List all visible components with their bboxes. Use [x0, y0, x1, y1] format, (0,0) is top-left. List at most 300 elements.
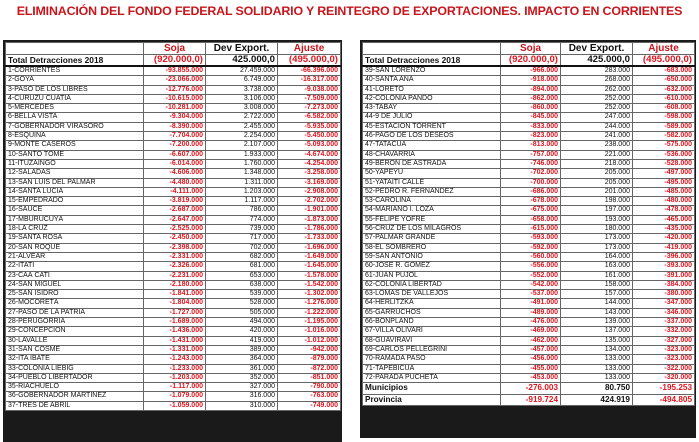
soja-value: -1.804.000 [144, 299, 206, 308]
dev-export-value: 262.000 [561, 85, 633, 94]
municipio-name: 71-TAPEBICUÁ [363, 364, 501, 373]
municipio-name: 52-PEDRO R. FERNÁNDEZ [363, 187, 501, 196]
municipio-name: 57-PALMAR GRANDE [363, 234, 501, 243]
ajuste-value: -749.000 [278, 401, 341, 410]
table-row [6, 141, 341, 150]
municipio-name: 44-9 DE JULIO [363, 113, 501, 122]
ajuste-value: -497.000 [633, 169, 695, 178]
soja-value: -675.000 [501, 206, 561, 215]
dev-export-value: 238.000 [561, 141, 633, 150]
ajuste-value: -346.000 [633, 308, 695, 317]
ajuste-value: -790.000 [278, 383, 341, 392]
ajuste-value: -1.222.000 [278, 308, 341, 317]
municipio-name: 4-CURUZÚ CUATIÁ [6, 94, 144, 103]
municipio-name: 62-COLONIA LIBERTAD [363, 280, 501, 289]
soja-value: -10.615.000 [144, 94, 206, 103]
soja-value: -2.326.000 [144, 262, 206, 271]
municipio-name: 25-SAN ISIDRO [6, 290, 144, 299]
ajuste-value: -327.000 [633, 336, 695, 345]
table-row [6, 187, 341, 196]
dev-export-value: 247.000 [561, 113, 633, 122]
left-detracciones-table [5, 42, 341, 411]
ajuste-value: -2.908.000 [278, 187, 341, 196]
header-municipio [363, 43, 501, 55]
table-row [363, 299, 695, 308]
soja-value: -1.841.000 [144, 290, 206, 299]
ajuste-value: -435.000 [633, 225, 695, 234]
ajuste-value: -1.696.000 [278, 243, 341, 252]
table-row [363, 308, 695, 317]
total-soja: (920.000,0) [501, 55, 561, 67]
table-row [363, 150, 695, 159]
table-row [363, 132, 695, 141]
ajuste-value: -495.000 [633, 178, 695, 187]
ajuste-value: -396.000 [633, 252, 695, 261]
table-row [363, 215, 695, 224]
ajuste-value: -2.702.000 [278, 197, 341, 206]
soja-value: -1.689.000 [144, 318, 206, 327]
municipio-name: Municipios [363, 383, 501, 395]
table-row [6, 364, 341, 373]
right-table-panel [360, 40, 696, 438]
municipio-name: 46-PAGO DE LOS DESEOS [363, 132, 501, 141]
ajuste-value: -589.000 [633, 122, 695, 131]
table-row [6, 206, 341, 215]
soja-value: -1.331.000 [144, 345, 206, 354]
ajuste-value: -942.000 [278, 345, 341, 354]
soja-value: -823.000 [501, 132, 561, 141]
municipio-name: 22-ITATÍ [6, 262, 144, 271]
ajuste-value: -683.000 [633, 66, 695, 76]
soja-value: -455.000 [501, 364, 561, 373]
table-row [363, 76, 695, 85]
soja-value: -457.000 [501, 345, 561, 354]
municipio-name: 9-MONTE CASEROS [6, 141, 144, 150]
dev-export-value: 528.000 [206, 299, 278, 308]
soja-value: -8.390.000 [144, 122, 206, 131]
table-row [6, 132, 341, 141]
municipio-name: 61-JUAN PUJOL [363, 271, 501, 280]
soja-value: -9.304.000 [144, 113, 206, 122]
dev-export-value: 717.000 [206, 234, 278, 243]
dev-export-value: 739.000 [206, 225, 278, 234]
table-row [363, 234, 695, 243]
dev-export-value: 158.000 [561, 280, 633, 289]
soja-value: -860.000 [501, 104, 561, 113]
ajuste-value: -1.873.000 [278, 215, 341, 224]
dev-export-value: 173.000 [561, 243, 633, 252]
table-row [6, 271, 341, 280]
soja-value: -1.727.000 [144, 308, 206, 317]
dev-export-value: 164.000 [561, 252, 633, 261]
total-label: Total Detracciones 2018 [363, 55, 501, 67]
table-row [6, 122, 341, 131]
dev-export-value: 389.000 [206, 345, 278, 354]
table-row [363, 336, 695, 345]
municipio-name: 2-GOYA [6, 76, 144, 85]
municipio-name: 12-SALADAS [6, 169, 144, 178]
soja-value: -453.000 [501, 373, 561, 382]
ajuste-value: -337.000 [633, 318, 695, 327]
municipio-name: 55-FELIPE YOFRE [363, 215, 501, 224]
municipio-name: 64-HERLITZKA [363, 299, 501, 308]
municipio-name: 49-BERÓN DE ASTRADA [363, 159, 501, 168]
ajuste-value: -1.195.000 [278, 318, 341, 327]
ajuste-value: -1.016.000 [278, 327, 341, 336]
table-row [363, 318, 695, 327]
right-table-body [363, 66, 695, 406]
table-row [363, 225, 695, 234]
dev-export-value: 494.000 [206, 318, 278, 327]
dev-export-value: 3.738.000 [206, 85, 278, 94]
total-label: Total Detracciones 2018 [6, 55, 144, 67]
ajuste-value: -7.509.000 [278, 94, 341, 103]
soja-value: -1.431.000 [144, 336, 206, 345]
dev-export-value: 180.000 [561, 225, 633, 234]
ajuste-value: -347.000 [633, 299, 695, 308]
soja-value: -537.000 [501, 290, 561, 299]
dev-export-value: 241.000 [561, 132, 633, 141]
ajuste-value: -4.254.000 [278, 159, 341, 168]
ajuste-value: -1.012.000 [278, 336, 341, 345]
table-row [363, 345, 695, 354]
table-row [363, 94, 695, 103]
table-row [6, 76, 341, 85]
soja-value: -276.003 [501, 383, 561, 395]
ajuste-value: -66.396.000 [278, 66, 341, 76]
municipio-name: 11-ITUZAINGÓ [6, 159, 144, 168]
table-row [6, 169, 341, 178]
dev-export-value: 1.348.000 [206, 169, 278, 178]
header-soja: Soja [144, 43, 206, 55]
ajuste-value: -3.258.000 [278, 169, 341, 178]
dev-export-value: 218.000 [561, 159, 633, 168]
municipio-name: Provincia [363, 394, 501, 406]
header-ajuste: Ajuste [633, 43, 695, 55]
ajuste-value: -1.901.000 [278, 206, 341, 215]
ajuste-value: -3.169.000 [278, 178, 341, 187]
table-row [363, 141, 695, 150]
dev-export-value: 682.000 [206, 252, 278, 261]
ajuste-value: -608.000 [633, 104, 695, 113]
dev-export-value: 134.000 [561, 345, 633, 354]
municipio-name: 48-CHAVARRÍA [363, 150, 501, 159]
municipio-name: 53-CAROLINA [363, 197, 501, 206]
soja-value: -7.200.000 [144, 141, 206, 150]
dev-export-value: 1.311.000 [206, 178, 278, 187]
soja-value: -456.000 [501, 355, 561, 364]
municipio-name: 33-COLONIA LIEBIG [6, 364, 144, 373]
left-table-body [6, 66, 341, 410]
municipio-name: 69-CARLOS PELLEGRINI [363, 345, 501, 354]
table-row [6, 104, 341, 113]
soja-value: -2.398.000 [144, 243, 206, 252]
soja-value: -6.014.000 [144, 159, 206, 168]
ajuste-value: -650.000 [633, 76, 695, 85]
dev-export-value: 2.722.000 [206, 113, 278, 122]
ajuste-value: -323.000 [633, 345, 695, 354]
soja-value: -702.000 [501, 169, 561, 178]
table-row [6, 225, 341, 234]
ajuste-value: -632.000 [633, 85, 695, 94]
ajuste-value: -478.000 [633, 206, 695, 215]
dev-export-value: 283.000 [561, 66, 633, 76]
dev-export-value: 244.000 [561, 122, 633, 131]
municipio-name: 23-CAÁ CATÍ [6, 271, 144, 280]
ajuste-value: -391.000 [633, 271, 695, 280]
ajuste-value: -536.000 [633, 150, 695, 159]
ajuste-value: -575.000 [633, 141, 695, 150]
ajuste-value: -380.000 [633, 290, 695, 299]
dev-export-value: 2.254.000 [206, 132, 278, 141]
total-export: 425.000,0 [561, 55, 633, 67]
municipio-name: 31-SAN COSME [6, 345, 144, 354]
page-title: ELIMINACIÓN DEL FONDO FEDERAL SOLIDARIO Y REINTEGRO DE EXPORTACIONES. IMPACTO EN CORRIENTES [16, 4, 683, 18]
soja-value: -615.000 [501, 225, 561, 234]
soja-value: -918.000 [501, 76, 561, 85]
soja-value: -469.000 [501, 327, 561, 336]
municipio-name: 6-BELLA VISTA [6, 113, 144, 122]
ajuste-value: -393.000 [633, 262, 695, 271]
dev-export-value: 133.000 [561, 355, 633, 364]
ajuste-value: -1.302.000 [278, 290, 341, 299]
soja-value: -12.776.000 [144, 85, 206, 94]
municipio-name: 34-PUEBLO LIBERTADOR [6, 373, 144, 382]
municipio-name: 65-GARRUCHOS [363, 308, 501, 317]
ajuste-value: -1.649.000 [278, 252, 341, 261]
table-row [6, 178, 341, 187]
municipio-name: 7-GOBERNADOR VIRASORO [6, 122, 144, 131]
municipio-name: 3-PASO DE LOS LIBRES [6, 85, 144, 94]
municipio-name: 35-RIACHUELO [6, 383, 144, 392]
soja-value: -489.000 [501, 308, 561, 317]
soja-value: -845.000 [501, 113, 561, 122]
summary-row [363, 383, 695, 395]
soja-value: -678.000 [501, 197, 561, 206]
soja-value: -2.687.000 [144, 206, 206, 215]
total-ajuste: (495.000,0) [278, 55, 341, 67]
dev-export-value: 252.000 [561, 94, 633, 103]
municipio-name: 18-LA CRUZ [6, 225, 144, 234]
table-row [363, 327, 695, 336]
ajuste-value: -4.674.000 [278, 150, 341, 159]
municipio-name: 54-MARIANO I. LOZA [363, 206, 501, 215]
soja-value: -2.525.000 [144, 225, 206, 234]
soja-value: -833.000 [501, 122, 561, 131]
ajuste-value: -879.000 [278, 355, 341, 364]
municipio-name: 21-ALVEAR [6, 252, 144, 261]
soja-value: -593.000 [501, 234, 561, 243]
header-ajuste: Ajuste [278, 43, 341, 55]
table-row [6, 401, 341, 410]
municipio-name: 10-SANTO TOMÉ [6, 150, 144, 159]
municipio-name: 45-ESTACIÓN TORRENT [363, 122, 501, 131]
table-row [6, 308, 341, 317]
header-municipio [6, 43, 144, 55]
municipio-name: 59-SAN ANTONIO [363, 252, 501, 261]
table-row [6, 318, 341, 327]
soja-value: -1.436.000 [144, 327, 206, 336]
municipio-name: 70-RAMADA PASO [363, 355, 501, 364]
table-row [363, 252, 695, 261]
total-ajuste: (495.000,0) [633, 55, 695, 67]
ajuste-value: -5.093.000 [278, 141, 341, 150]
soja-value: -700.000 [501, 178, 561, 187]
municipio-name: 24-SAN MIGUEL [6, 280, 144, 289]
dev-export-value: 638.000 [206, 280, 278, 289]
municipio-name: 14-SANTA LUCÍA [6, 187, 144, 196]
soja-value: -462.000 [501, 336, 561, 345]
municipio-name: 63-LOMAS DE VALLEJOS [363, 290, 501, 299]
municipio-name: 32-ITA IBATÉ [6, 355, 144, 364]
soja-value: -919.724 [501, 394, 561, 406]
ajuste-value: -5.935.000 [278, 122, 341, 131]
soja-value: -10.281.000 [144, 104, 206, 113]
dev-export-value: 3.106.000 [206, 94, 278, 103]
table-row [363, 122, 695, 131]
ajuste-value: -1.578.000 [278, 271, 341, 280]
table-row [6, 215, 341, 224]
table-row [6, 345, 341, 354]
table-row [6, 85, 341, 94]
soja-value: -560.000 [501, 252, 561, 261]
municipio-name: 15-EMPEDRADO [6, 197, 144, 206]
ajuste-value: -610.000 [633, 94, 695, 103]
soja-value: -6.607.000 [144, 150, 206, 159]
table-row [363, 373, 695, 382]
left-table-panel [3, 40, 342, 442]
table-row [363, 197, 695, 206]
municipio-name: 26-MOCORETÁ [6, 299, 144, 308]
soja-value: -23.066.000 [144, 76, 206, 85]
dev-export-value: 424.919 [561, 394, 633, 406]
municipio-name: 60-JOSÉ R. GÓMEZ [363, 262, 501, 271]
soja-value: -686.000 [501, 187, 561, 196]
table-row [6, 290, 341, 299]
dev-export-value: 205.000 [561, 178, 633, 187]
dev-export-value: 268.000 [561, 76, 633, 85]
dev-export-value: 198.000 [561, 197, 633, 206]
municipio-name: 72-PARADA PUCHETA [363, 373, 501, 382]
table-row [363, 85, 695, 94]
dev-export-value: 252.000 [561, 104, 633, 113]
dev-export-value: 27.459.000 [206, 66, 278, 76]
municipio-name: 39-SAN LORENZO [363, 66, 501, 76]
ajuste-value: -763.000 [278, 392, 341, 401]
dev-export-value: 163.000 [561, 262, 633, 271]
soja-value: -2.331.000 [144, 252, 206, 261]
table-row [6, 234, 341, 243]
municipio-name: 36-GOBERNADOR MARTÍNEZ [6, 392, 144, 401]
municipio-name: 29-CONCEPCIÓN [6, 327, 144, 336]
table-row [6, 392, 341, 401]
header-soja: Soja [501, 43, 561, 55]
dev-export-value: 352.000 [206, 373, 278, 382]
table-row [363, 280, 695, 289]
municipio-name: 19-SANTA ROSA [6, 234, 144, 243]
soja-value: -556.000 [501, 262, 561, 271]
dev-export-value: 310.000 [206, 401, 278, 410]
dev-export-value: 144.000 [561, 299, 633, 308]
table-row [6, 383, 341, 392]
municipio-name: 68-GUAVIRAVÍ [363, 336, 501, 345]
dev-export-value: 173.000 [561, 234, 633, 243]
soja-value: -2.647.000 [144, 215, 206, 224]
header-dev-export: Dev Export. [561, 43, 633, 55]
municipio-name: 50-YAPEYÚ [363, 169, 501, 178]
soja-value: -746.000 [501, 159, 561, 168]
ajuste-value: -582.000 [633, 132, 695, 141]
soja-value: -4.111.000 [144, 187, 206, 196]
table-row [363, 290, 695, 299]
municipio-name: 37-TRES DE ABRIL [6, 401, 144, 410]
table-row [6, 373, 341, 382]
soja-value: -3.819.000 [144, 197, 206, 206]
dev-export-value: 135.000 [561, 336, 633, 345]
municipio-name: 20-SAN ROQUE [6, 243, 144, 252]
soja-value: -476.000 [501, 318, 561, 327]
dev-export-value: 361.000 [206, 364, 278, 373]
soja-value: -1.233.000 [144, 364, 206, 373]
soja-value: -1.059.000 [144, 401, 206, 410]
ajuste-value: -5.450.000 [278, 132, 341, 141]
dev-export-value: 774.000 [206, 215, 278, 224]
soja-value: -1.243.000 [144, 355, 206, 364]
dev-export-value: 6.749.000 [206, 76, 278, 85]
soja-value: -1.117.000 [144, 383, 206, 392]
table-row [6, 159, 341, 168]
soja-value: -491.000 [501, 299, 561, 308]
municipio-name: 42-COLONIA PANDO [363, 94, 501, 103]
table-row [363, 271, 695, 280]
ajuste-value: -7.273.000 [278, 104, 341, 113]
table-row [363, 104, 695, 113]
soja-value: -1.203.000 [144, 373, 206, 382]
dev-export-value: 420.000 [206, 327, 278, 336]
soja-value: -2.180.000 [144, 280, 206, 289]
table-row [6, 355, 341, 364]
municipio-name: 43-TABAY [363, 104, 501, 113]
header-dev-export: Dev Export. [206, 43, 278, 55]
ajuste-value: -419.000 [633, 243, 695, 252]
ajuste-value: -195.253 [633, 383, 695, 395]
dev-export-value: 316.000 [206, 392, 278, 401]
soja-value: -966.000 [501, 66, 561, 76]
soja-value: -7.704.000 [144, 132, 206, 141]
municipio-name: 40-SANTA ANA [363, 76, 501, 85]
dev-export-value: 161.000 [561, 271, 633, 280]
table-row [363, 206, 695, 215]
ajuste-value: -320.000 [633, 373, 695, 382]
dev-export-value: 157.000 [561, 290, 633, 299]
table-row [363, 243, 695, 252]
municipio-name: 66-BONPLAND [363, 318, 501, 327]
table-row [363, 178, 695, 187]
total-soja: (920.000,0) [144, 55, 206, 67]
dev-export-value: 221.000 [561, 150, 633, 159]
ajuste-value: -323.000 [633, 355, 695, 364]
ajuste-value: -9.038.000 [278, 85, 341, 94]
soja-value: -813.000 [501, 141, 561, 150]
dev-export-value: 133.000 [561, 373, 633, 382]
dev-export-value: 786.000 [206, 206, 278, 215]
table-row [363, 262, 695, 271]
soja-value: -2.450.000 [144, 234, 206, 243]
dev-export-value: 539.000 [206, 290, 278, 299]
soja-value: -894.000 [501, 85, 561, 94]
header-row [363, 43, 695, 55]
soja-value: -93.855.000 [144, 66, 206, 76]
